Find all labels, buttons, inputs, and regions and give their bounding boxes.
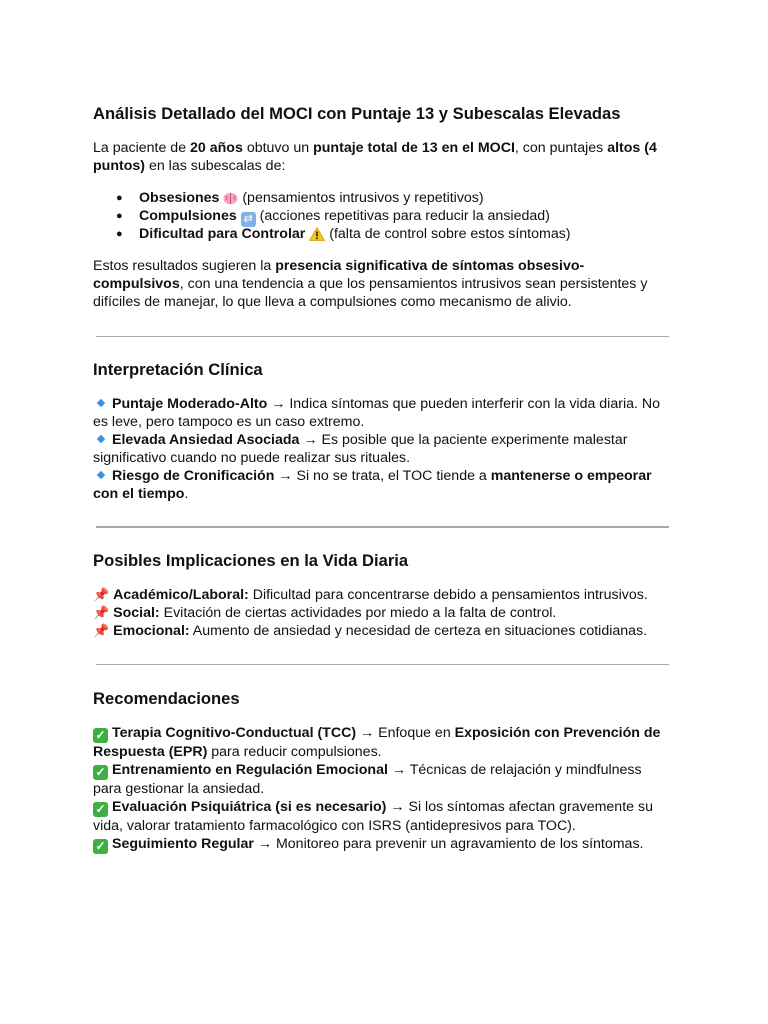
blue-diamond-icon — [97, 435, 105, 443]
pushpin-icon: 📌 — [93, 623, 110, 638]
subscale-name: Dificultad para Controlar — [139, 226, 306, 242]
implication-text: Evitación de ciertas actividades por miedo a la falta de control. — [159, 605, 557, 621]
blue-diamond-icon — [97, 399, 105, 407]
section-title-implicaciones: Posibles Implicaciones en la Vida Diaria — [93, 551, 409, 570]
subscale-name: Compulsiones — [139, 208, 237, 224]
recommendation-text: → Si los síntomas afectan gravemente su vida, valorar tratamiento farmacológico con ISRS (antidepresivos para TOC). — [93, 799, 653, 834]
recommendation-text: → Enfoque en — [356, 725, 455, 741]
warning-icon — [309, 227, 325, 243]
recommendation-item — [93, 835, 673, 854]
interpretation-item — [93, 431, 673, 467]
subscale-list — [116, 189, 676, 243]
intro-paragraph — [93, 139, 673, 175]
conclusion-text-1: Estos resultados sugieren la — [93, 258, 276, 274]
interpretation-list — [93, 395, 673, 503]
subscale-desc: (falta de control sobre estos síntomas) — [325, 226, 571, 242]
check-mark-icon: ✓ — [93, 765, 108, 780]
conclusion-paragraph — [93, 257, 673, 311]
recommendation-text: → Monitoreo para prevenir un agravamiento de los síntomas. — [253, 836, 644, 852]
section-title-interpretacion: Interpretación Clínica — [93, 360, 263, 379]
bullet-dot: ● — [116, 228, 123, 240]
conclusion-bold: presencia significativa de síntomas obsesivo-compulsivos — [93, 258, 585, 292]
implication-label: Académico/Laboral: — [113, 587, 249, 603]
list-item-compulsiones — [116, 207, 676, 225]
conclusion-text-2: , con una tendencia a que los pensamientos intrusivos sean persistentes y difíciles de manejar, lo que lleva a compulsiones como mecanismo de alivio. — [93, 276, 648, 310]
subscale-desc: (acciones repetitivas para reducir la ansiedad) — [255, 208, 550, 224]
interpretation-text-end: . — [184, 486, 189, 502]
interpretation-label: Elevada Ansiedad Asociada — [112, 432, 300, 448]
implication-label: Social: — [113, 605, 160, 621]
bullet-dot: ● — [116, 210, 123, 222]
recommendation-label: Seguimiento Regular — [112, 836, 254, 852]
section-title-analisis: Análisis Detallado del MOCI con Puntaje 13 y Subescalas Elevadas — [93, 104, 621, 123]
list-item-obsesiones — [116, 189, 676, 207]
divider — [96, 526, 669, 528]
recommendation-item — [93, 724, 673, 761]
interpretation-item — [93, 467, 673, 503]
implication-text: Dificultad para concentrarse debido a pensamientos intrusivos. — [248, 587, 648, 603]
recommendation-text: → Técnicas de relajación y mindfulness para gestionar la ansiedad. — [93, 762, 642, 797]
implication-item — [93, 586, 673, 604]
recommendation-label: Entrenamiento en Regulación Emocional — [112, 762, 388, 778]
blue-diamond-icon — [97, 471, 105, 479]
recommendation-item — [93, 761, 673, 798]
intro-high-scores: altos (4 puntos) — [93, 140, 657, 174]
recommendation-emphasis: Exposición con Prevención de Respuesta (EPR) — [93, 725, 661, 760]
implication-item — [93, 604, 673, 622]
interpretation-label: Puntaje Moderado-Alto — [112, 396, 268, 412]
implications-list — [93, 586, 673, 640]
recommendation-item — [93, 798, 673, 835]
recommendation-label: Terapia Cognitivo-Conductual (TCC) — [112, 725, 357, 741]
intro-text-2: obtuvo un — [242, 140, 314, 156]
pushpin-icon: 📌 — [93, 605, 110, 620]
check-mark-icon: ✓ — [93, 728, 108, 743]
interpretation-item — [93, 395, 673, 431]
interpretation-label: Riesgo de Cronificación — [112, 468, 275, 484]
bullet-dot: ● — [116, 192, 123, 204]
brain-icon — [223, 191, 238, 207]
check-mark-icon: ✓ — [93, 802, 108, 817]
interpretation-text: → Es posible que la paciente experimente malestar significativo cuando no puede realizar sus rituales. — [93, 432, 628, 466]
intro-text-1: La paciente de — [93, 140, 191, 156]
interpretation-text: → Indica síntomas que pueden interferir con la vida diaria. No es leve, pero tampoco es un caso extremo. — [93, 396, 661, 430]
intro-total-score: puntaje total de 13 en el MOCI — [313, 140, 515, 156]
interpretation-emphasis: mantenerse o empeorar con el tiempo — [93, 468, 652, 502]
check-mark-icon: ✓ — [93, 839, 108, 854]
divider — [96, 664, 669, 665]
subscale-name: Obsesiones — [139, 190, 220, 206]
intro-text-3: , con puntajes — [514, 140, 608, 156]
section-title-recomendaciones: Recomendaciones — [93, 689, 240, 708]
interpretation-text: → Si no se trata, el TOC tiende a — [274, 468, 491, 484]
implication-label: Emocional: — [113, 623, 190, 639]
implication-item — [93, 622, 673, 640]
recommendations-list — [93, 724, 673, 854]
pushpin-icon: 📌 — [93, 587, 110, 602]
intro-age: 20 años — [190, 140, 243, 156]
cycle-arrows-icon: ⇄ — [241, 212, 256, 227]
recommendation-text-end: para reducir compulsiones. — [207, 744, 382, 760]
implication-text: Aumento de ansiedad y necesidad de certeza en situaciones cotidianas. — [189, 623, 648, 639]
subscale-desc: (pensamientos intrusivos y repetitivos) — [238, 190, 484, 206]
intro-text-4: en las subescalas de: — [145, 158, 286, 174]
list-item-dificultad — [116, 225, 676, 243]
divider — [96, 336, 669, 337]
recommendation-label: Evaluación Psiquiátrica (si es necesario) — [112, 799, 387, 815]
